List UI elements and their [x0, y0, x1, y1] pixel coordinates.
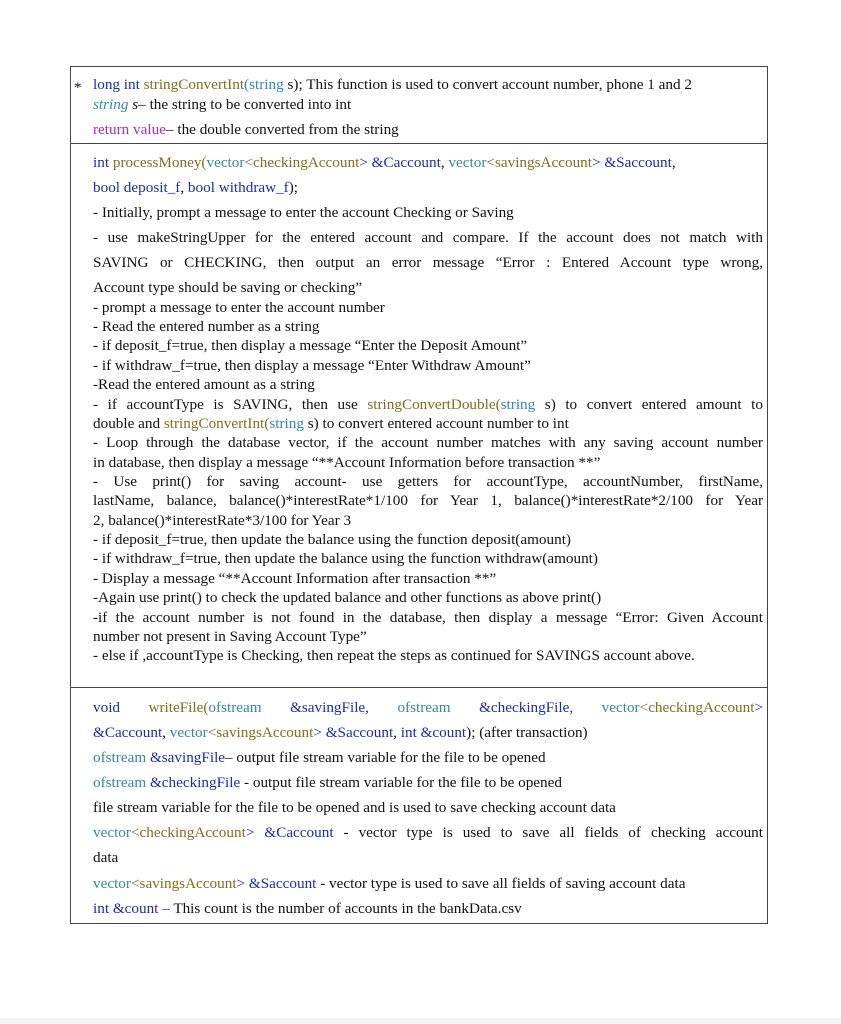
text: – output file stream variable for the file to be opened — [225, 749, 546, 766]
function-description-string-convert-int — [70, 66, 768, 144]
step-text: - if withdraw_f=true, then display a message “Enter Withdraw Amount” — [93, 357, 531, 374]
return-keyword: return value — [93, 121, 166, 138]
param-line — [93, 96, 763, 114]
text: ); (after transaction) — [466, 724, 588, 741]
param-name: &Saccount — [325, 724, 394, 741]
text: - vector type is used to save all fields of saving account data — [316, 875, 686, 892]
description-text: s); This function is used to convert account number, phone 1 and 2 — [283, 76, 692, 93]
function-description-write-file — [70, 687, 768, 924]
paren: ( — [201, 154, 207, 171]
bullet-star: * — [74, 79, 82, 96]
function-name: processMoney — [109, 154, 202, 171]
comma: , — [393, 724, 401, 741]
type: vector — [601, 699, 640, 716]
type: vector — [206, 154, 245, 171]
step-text: -if the account number is not found in the database, then display a message “Error: Given Account — [93, 609, 763, 626]
angle: < — [130, 824, 140, 841]
type: vector — [169, 724, 208, 741]
step-text: lastName, balance, balance()*interestRate*1/100 for Year 1, balance()*interestRate*2/100 for Year — [93, 492, 763, 509]
step-text: SAVING or CHECKING, then output an error message “Error : Entered Account type wrong, — [93, 254, 763, 271]
step-text: -Read the entered amount as a string — [93, 376, 315, 393]
signature-line-1 — [93, 154, 763, 172]
signature-line-2 — [93, 179, 763, 197]
text-line: data — [93, 849, 119, 866]
param-name: &Saccount — [604, 154, 672, 171]
comma: , — [440, 154, 449, 171]
class-name: checkingAccount — [648, 699, 755, 716]
text: This count is the number of accounts in the bankData.csv — [173, 900, 522, 917]
angle: < — [639, 699, 649, 716]
step-text-convert-double — [93, 396, 763, 414]
param-name: &Caccount — [93, 724, 163, 741]
function-name: stringConvertDouble — [367, 396, 496, 413]
param: bool withdraw_f — [187, 179, 289, 196]
step-text: - Read the entered number as a string — [93, 318, 320, 335]
step-text: - if deposit_f=true, then display a message “Enter the Deposit Amount” — [93, 337, 528, 354]
text: - output file stream variable for the file to be opened — [240, 774, 562, 791]
type: string — [249, 76, 284, 93]
comma: , — [162, 724, 170, 741]
param-name: s — [128, 96, 139, 113]
angle: > — [236, 875, 249, 892]
type: string — [269, 415, 304, 432]
param-desc-saccount — [93, 875, 763, 893]
type: ofstream — [93, 749, 147, 766]
param: int &count — [93, 900, 159, 917]
paren: ( — [244, 76, 250, 93]
step-text: - else if ,accountType is Checking, then repeat the steps as continued for SAVINGS account above. — [93, 647, 695, 664]
type: ofstream — [93, 774, 147, 791]
param-name: &savingFile — [146, 749, 226, 766]
paren: ( — [264, 415, 270, 432]
step-text: Account type should be saving or checking” — [93, 279, 363, 296]
param-name: &Caccount — [264, 824, 334, 841]
type: string — [93, 96, 129, 113]
close-paren: ); — [288, 179, 299, 196]
param-desc-saving-file — [93, 749, 763, 767]
angle: < — [207, 724, 217, 741]
keyword: void — [93, 699, 121, 716]
param: bool deposit_f — [93, 179, 181, 196]
step-text: - prompt a message to enter the account number — [93, 299, 385, 316]
angle: < — [486, 154, 495, 171]
step-text: 2, balance()*interestRate*3/100 for Year 3 — [93, 512, 352, 529]
paren: ( — [203, 699, 209, 716]
step-text: - Display a message “**Account Information after transaction **” — [93, 570, 497, 587]
step-text: - Initially, prompt a message to enter the account Checking or Saving — [93, 204, 514, 221]
return-description: – the double converted from the string — [165, 121, 399, 138]
text: double and — [93, 415, 164, 432]
param-name: &checkingFile, — [479, 699, 574, 716]
signature-line-2 — [93, 724, 763, 742]
function-description-process-money — [70, 143, 768, 688]
keyword: long int — [93, 76, 140, 93]
class-name: savingsAccount — [216, 724, 314, 741]
angle: < — [244, 154, 254, 171]
step-text: - Loop through the database vector, if the account number matches with any saving account number — [93, 434, 763, 451]
signature-line — [93, 76, 763, 94]
type: vector — [93, 824, 131, 841]
text: - if accountType is SAVING, then use — [93, 396, 368, 413]
comma: , — [671, 154, 676, 171]
angle: < — [130, 875, 140, 892]
angle: > — [313, 724, 326, 741]
text: - vector type is used to save all fields of checking account — [333, 824, 763, 841]
type: string — [500, 396, 536, 413]
step-text: in database, then display a message “**Account Information before transaction **” — [93, 454, 601, 471]
page-bottom-edge — [0, 1018, 841, 1024]
text-line: file stream variable for the file to be opened and is used to save checking account data — [93, 799, 616, 816]
angle: > — [754, 699, 764, 716]
type: vector — [93, 875, 131, 892]
param-desc-checking-file — [93, 774, 763, 792]
param-name: &Caccount — [371, 154, 441, 171]
param-desc-caccount — [93, 824, 763, 842]
type: vector — [448, 154, 487, 171]
step-text: - if withdraw_f=true, then update the balance using the function withdraw(amount) — [93, 550, 598, 567]
class-name: savingsAccount — [494, 154, 592, 171]
paren: ( — [495, 396, 501, 413]
param-description: – the string to be converted into int — [138, 96, 352, 113]
angle: > — [591, 154, 605, 171]
signature-line-1 — [93, 699, 763, 717]
param-name: &Saccount — [248, 875, 317, 892]
param-desc-count — [93, 900, 763, 918]
class-name: savingsAccount — [139, 875, 237, 892]
angle: > — [359, 154, 372, 171]
param: int &count — [400, 724, 467, 741]
dash: – — [158, 900, 174, 917]
comma: , — [180, 179, 188, 196]
step-text: - use makeStringUpper for the entered account and compare. If the account does not match with — [93, 229, 763, 246]
step-text: - Use print() for saving account- use getters for accountType, accountNumber, firstName, — [93, 473, 763, 490]
text: s) to convert entered amount to — [535, 396, 763, 413]
type: ofstream — [397, 699, 451, 716]
class-name: checkingAccount — [139, 824, 246, 841]
step-text: number not present in Saving Account Type” — [93, 628, 367, 645]
class-name: checkingAccount — [253, 154, 360, 171]
function-name: writeFile — [148, 699, 204, 716]
angle: > — [245, 824, 265, 841]
keyword: int — [93, 154, 110, 171]
function-name: stringConvertInt — [143, 76, 245, 93]
step-text: - if deposit_f=true, then update the balance using the function deposit(amount) — [93, 531, 571, 548]
function-name: stringConvertInt — [163, 415, 265, 432]
param-name: &checkingFile — [146, 774, 241, 791]
type: ofstream — [208, 699, 262, 716]
text: s) to convert entered account number to int — [303, 415, 569, 432]
return-line — [93, 121, 763, 139]
param-name: &savingFile, — [290, 699, 369, 716]
step-text-convert-int — [93, 415, 763, 433]
step-text: -Again use print() to check the updated balance and other functions as above print() — [93, 589, 602, 606]
